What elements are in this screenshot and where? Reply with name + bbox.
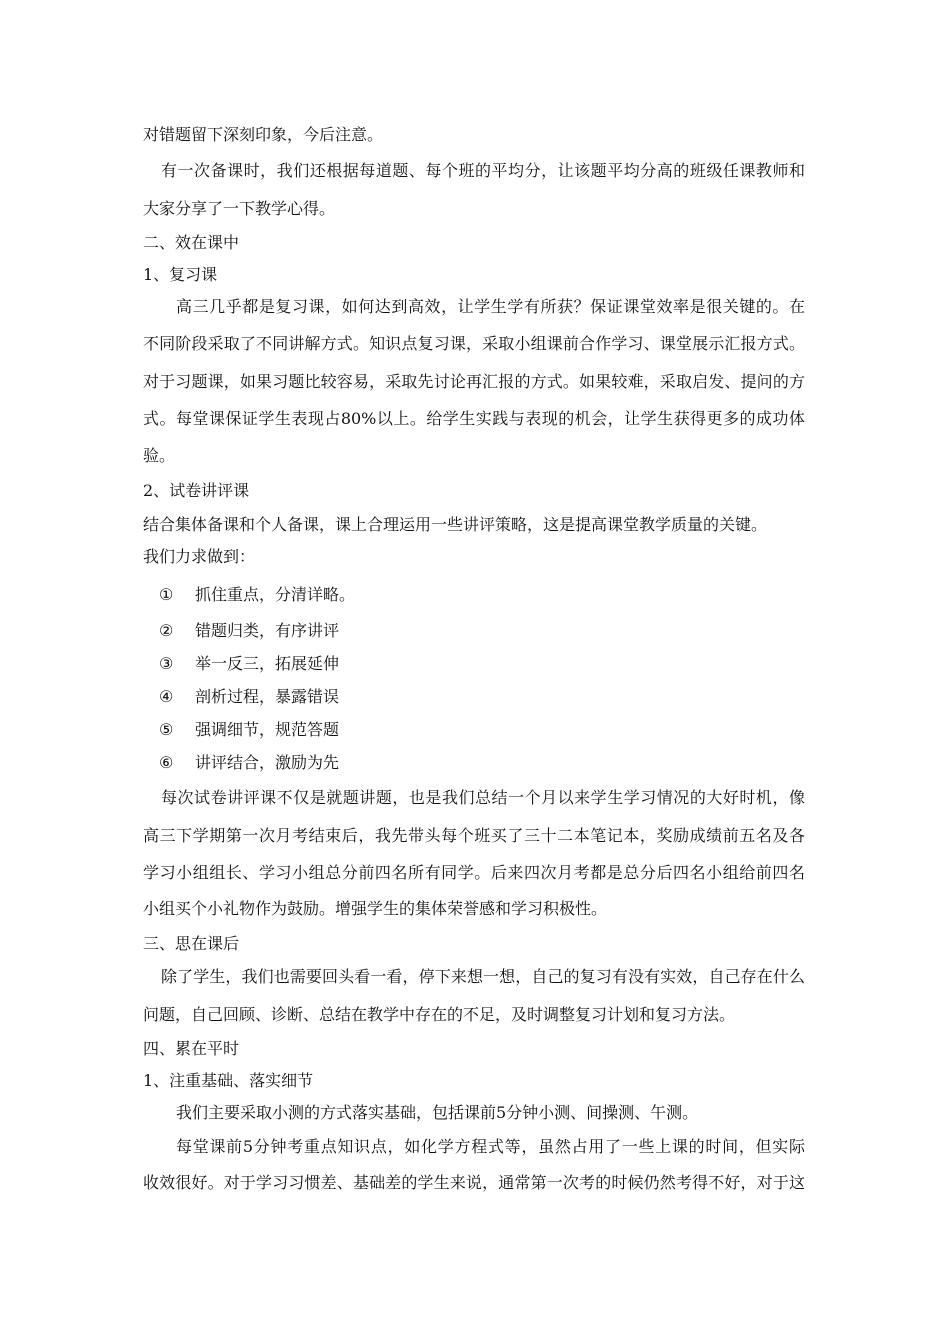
subsection-heading: 2、试卷讲评课: [143, 481, 250, 500]
list-number: ④: [159, 687, 174, 706]
list-number: ⑤: [159, 720, 174, 739]
list-number: ⑥: [159, 753, 174, 772]
paragraph-line: 收效很好。对于学习习惯差、基础差的学生来说，通常第一次考的时候仍然考得不好，对于这: [143, 1173, 805, 1192]
list-item: [159, 585, 355, 605]
list-number: ①: [159, 585, 174, 604]
paragraph-line: 验。: [143, 446, 176, 465]
list-item: [159, 654, 339, 674]
paragraph-line: 有一次备课时，我们还根据每道题、每个班的平均分，让该题平均分高的班级任课教师和: [161, 161, 805, 180]
paragraph-line: 大家分享了一下教学心得。: [143, 199, 336, 218]
list-item: [159, 687, 339, 707]
list-number: ③: [159, 654, 174, 673]
paragraph-line: 每堂课前5分钟考重点知识点，如化学方程式等，虽然占用了一些上课的时间，但实际: [176, 1137, 805, 1156]
list-text: 抓住重点，分清详略。: [195, 585, 356, 604]
section-heading: 二、效在课中: [143, 233, 240, 252]
list-text: 讲评结合，激励为先: [195, 753, 340, 772]
list-item: [159, 753, 339, 773]
list-text: 举一反三，拓展延伸: [195, 654, 340, 673]
paragraph-line: 高三几乎都是复习课，如何达到高效，让学生学有所获？保证课堂效率是很关键的。在: [176, 297, 805, 316]
subsection-heading: 1、注重基础、落实细节: [143, 1071, 314, 1090]
paragraph-line: 高三下学期第一次月考结束后，我先带头每个班买了三十二本笔记本，奖励成绩前五名及各: [143, 826, 805, 845]
subsection-heading: 1、复习课: [143, 265, 218, 284]
list-item: [159, 720, 339, 740]
list-text: 错题归类，有序讲评: [195, 621, 340, 640]
paragraph-line: 每次试卷讲评课不仅是就题讲题，也是我们总结一个月以来学生学习情况的大好时机，像: [161, 788, 805, 807]
paragraph-line: 学习小组组长、学习小组总分前四名所有同学。后来四次月考都是总分后四名小组给前四名: [143, 863, 805, 882]
list-item: [159, 621, 339, 641]
list-text: 强调细节，规范答题: [195, 720, 340, 739]
section-heading: 四、累在平时: [143, 1039, 240, 1058]
paragraph-line: 对于习题课，如果习题比较容易，采取先讨论再汇报的方式。如果较难，采取启发、提问的方: [143, 372, 805, 391]
section-heading: 三、思在课后: [143, 934, 240, 953]
paragraph-line: 式。每堂课保证学生表现占80%以上。给学生实践与表现的机会，让学生获得更多的成功体: [143, 409, 805, 428]
paragraph-line: 我们主要采取小测的方式落实基础，包括课前5分钟小测、间操测、午测。: [176, 1103, 699, 1122]
paragraph-line: 小组买个小礼物作为鼓励。增强学生的集体荣誉感和学习积极性。: [143, 899, 608, 918]
paragraph-line: 问题，自己回顾、诊断、总结在教学中存在的不足，及时调整复习计划和复习方法。: [143, 1005, 736, 1024]
paragraph-line: 对错题留下深刻印象，今后注意。: [143, 125, 384, 144]
paragraph-line: 结合集体备课和个人备课，课上合理运用一些讲评策略，这是提高课堂教学质量的关键。: [143, 515, 768, 534]
list-text: 剖析过程，暴露错误: [195, 687, 340, 706]
paragraph-line: 不同阶段采取了不同讲解方式。知识点复习课，采取小组课前合作学习、课堂展示汇报方式。: [143, 334, 805, 353]
paragraph-line: 我们力求做到：: [143, 547, 256, 566]
paragraph-line: 除了学生，我们也需要回头看一看，停下来想一想，自己的复习有没有实效，自己存在什么: [161, 967, 805, 986]
list-number: ②: [159, 621, 174, 640]
